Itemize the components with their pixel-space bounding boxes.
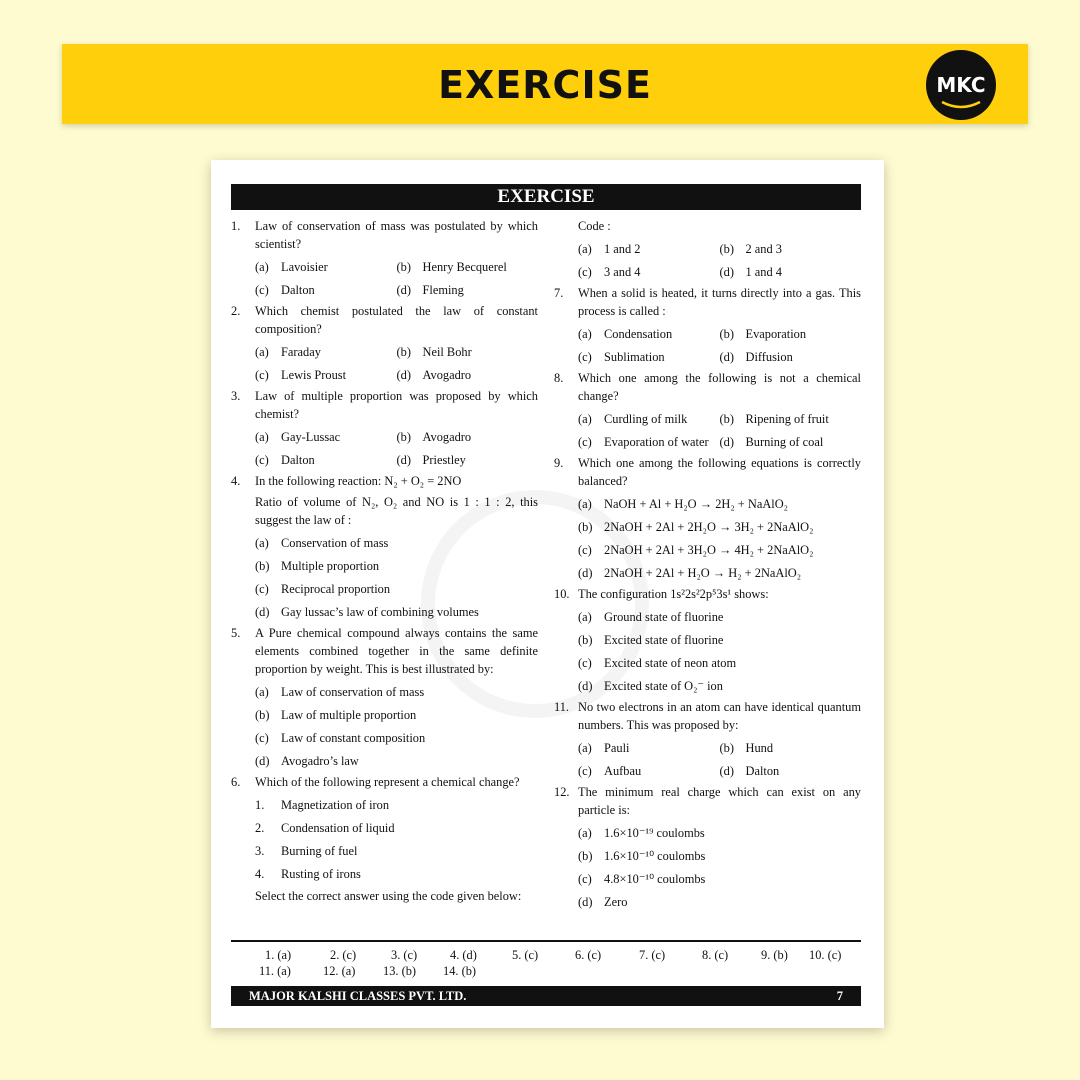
option: Neil Bohr xyxy=(422,345,472,359)
answer-item: 11. (a) xyxy=(259,964,291,978)
question-4-detail: Ratio of volume of N₂, O₂ and NO is 1 : 1 : 2, this suggest the law of : xyxy=(255,495,538,527)
list-item: Condensation of liquid xyxy=(281,821,395,835)
option: Excited state of neon atom xyxy=(604,656,737,670)
option: Dalton xyxy=(281,283,315,297)
option: Multiple proportion xyxy=(281,559,380,573)
question-10: 10. The configuration 1s²2s²2p⁵3s¹ shows: xyxy=(554,587,769,601)
list-item: Magnetization of iron xyxy=(281,798,390,812)
option: Reciprocal proportion xyxy=(281,582,391,596)
banner-title: EXERCISE xyxy=(438,63,652,107)
option: 2 and 3 xyxy=(745,242,782,256)
option: NaOH + Al + H₂O → 2H₂ + NaAlO₂ xyxy=(604,497,788,511)
option: Faraday xyxy=(281,345,321,359)
question-8: 8. Which one among the following is not a chemical change? xyxy=(554,371,861,403)
answer-item: 3. (c) xyxy=(391,948,418,962)
option: Excited state of fluorine xyxy=(604,633,724,647)
question-5: 5. A Pure chemical compound always contains the same elements combined together in the same definite proportion by weight. This is best illustrated by: xyxy=(231,626,538,676)
question-11: 11. No two electrons in an atom can have identical quantum numbers. This was proposed by: xyxy=(554,700,861,732)
answer-item: 8. (c) xyxy=(702,948,729,962)
option: Pauli xyxy=(604,741,630,755)
question-7: 7. When a solid is heated, it turns directly into a gas. This process is called : xyxy=(554,286,861,318)
answer-item: 14. (b) xyxy=(443,964,477,978)
equation: N₂ + O₂ = 2NO xyxy=(384,474,462,488)
logo-text: MKC xyxy=(936,73,986,97)
option: 4.8×10⁻¹⁰ coulombs xyxy=(604,872,706,886)
option: 2NaOH + 2Al + H₂O → H₂ + 2NaAlO₂ xyxy=(604,566,802,580)
question-12: 12. The minimum real charge which can exist on any particle is: xyxy=(554,785,861,817)
option: Conservation of mass xyxy=(281,536,389,550)
answer-item: 4. (d) xyxy=(450,948,477,962)
option: Curdling of milk xyxy=(604,412,688,426)
answer-item: 12. (a) xyxy=(323,964,356,978)
question-6-instruction: Select the correct answer using the code given below: xyxy=(255,889,522,903)
code-label: Code : xyxy=(578,219,611,233)
option: Excited state of O₂⁻ ion xyxy=(604,679,723,693)
option: Avogadro’s law xyxy=(281,754,359,768)
answer-item: 13. (b) xyxy=(383,964,417,978)
option: 3 and 4 xyxy=(604,265,641,279)
option: Law of conservation of mass xyxy=(281,685,425,699)
answer-item: 1. (a) xyxy=(265,948,292,962)
answer-item: 9. (b) xyxy=(761,948,788,962)
option: Dalton xyxy=(281,453,315,467)
right-column: Code : (a) 1 and 2 (b) 2 and 3 (c) 3 and 4 (d) 1 and 4 7. When a solid is heated, it turns directly into a gas. This process is called : (a) Condensation (b) Evaporation (c) Sublimation (d) Diffusion 8. Which one among the following is not a chemical change? (a) Curdling of milk (b) Ripening of fruit (c) Evaporation of water (d) Burning of coal 9. Which one among the following equations is correctly balanced? (a) NaOH + Al + H₂O → 2H₂ + NaAlO₂ (b) 2NaOH + 2Al + 2H₂O → 3H₂ + 2NaAlO₂ (c) 2NaOH + 2Al + 3H₂O → 4H₂ + 2NaAlO₂ (d) 2NaOH + 2Al + H₂O → H₂ + 2NaAlO₂ 10. The configuration 1s²2s²2p⁵3s¹ shows: (a) Ground state of fluorine (b) Excited state of fluorine (c) Excited state of neon atom (d) Excited state of O₂⁻ ion 11. No two electrons in an atom can have identical quantum numbers. This was proposed by: (a) Pauli (b) Hund (c) Aufbau (d) Dalton 12. The minimum real charge which can exist on any particle is: (a) 1.6×10⁻¹⁹ coulombs (b) 1.6×10⁻¹⁰ coulombs (c) 4.8×10⁻¹⁰ coulombs (d) Zero xyxy=(554,219,861,909)
option: 1 and 4 xyxy=(745,265,782,279)
option: Lewis Proust xyxy=(281,368,347,382)
option: Zero xyxy=(604,895,628,909)
option: Evaporation of water xyxy=(604,435,709,449)
answer-item: 7. (c) xyxy=(639,948,666,962)
option: Condensation xyxy=(604,327,673,341)
option: Lavoisier xyxy=(281,260,328,274)
option: Gay-Lussac xyxy=(281,430,341,444)
footer-company: MAJOR KALSHI CLASSES PVT. LTD. xyxy=(249,989,467,1003)
answer-item: 10. (c) xyxy=(809,948,842,962)
option: Avogadro xyxy=(422,430,472,444)
option: Aufbau xyxy=(604,764,642,778)
smile-arc-icon xyxy=(940,100,982,110)
option: Diffusion xyxy=(745,350,793,364)
option: Avogadro xyxy=(422,368,472,382)
question-9: 9. Which one among the following equations is correctly balanced? xyxy=(554,456,861,488)
mkc-logo xyxy=(926,50,996,120)
option: Evaporation xyxy=(745,327,807,341)
document-page xyxy=(211,160,884,1028)
page-heading: EXERCISE xyxy=(231,184,861,210)
option: Law of multiple proportion xyxy=(281,708,417,722)
option: 1.6×10⁻¹⁰ coulombs xyxy=(604,849,706,863)
page-number: 7 xyxy=(836,989,843,1003)
option: Ripening of fruit xyxy=(745,412,829,426)
list-item: Rusting of irons xyxy=(281,867,361,881)
answer-item: 5. (c) xyxy=(512,948,539,962)
option: Priestley xyxy=(422,453,466,467)
option: Law of constant composition xyxy=(281,731,426,745)
option: Dalton xyxy=(745,764,780,778)
answer-item: 2. (c) xyxy=(330,948,357,962)
left-column: 1. Law of conservation of mass was postulated by which scientist? (a) Lavoisier (b) Henry Becquerel (c) Dalton (d) Fleming 2. Which chemist postulated the law of constant composition? (a) Faraday (b) Neil Bohr (c) Lewis Proust (d) Avogadro 3. Law of multiple proportion was proposed by which chemist? (a) Gay-Lussac (b) Avogadro (c) Dalton (d) Priestley 4. In the following reaction: N₂ + O₂ = 2NO Ratio of volume of N₂, O₂ and NO is 1 : 1 : 2, this suggest the law of : (a) Conservation of mass (b) Multiple proportion (c) Reciprocal proportion (d) Gay lussac’s law of combining volumes 5. A Pure chemical compound always contains the same elements combined together in the same definite proportion by weight. This is best illustrated by: (a) Law of conservation of mass (b) Law of multiple proportion (c) Law of constant composition (d) Avogadro’s law 6. Which of the following represent a chemical change? 1. Magnetization of iron 2. Condensation of liquid 3. Burning of fuel 4. Rusting of irons Select the correct answer using the code given below: xyxy=(231,219,538,903)
option: Fleming xyxy=(422,283,464,297)
option: 1.6×10⁻¹⁹ coulombs xyxy=(604,826,705,840)
page-footer xyxy=(231,986,861,1006)
title-banner xyxy=(62,44,1028,124)
question-3: 3. Law of multiple proportion was proposed by which chemist? xyxy=(231,389,538,421)
option: Sublimation xyxy=(604,350,665,364)
option: Hund xyxy=(745,741,774,755)
option: Henry Becquerel xyxy=(422,260,507,274)
question-6: 6. Which of the following represent a chemical change? xyxy=(231,775,520,789)
option: 1 and 2 xyxy=(604,242,641,256)
option: Ground state of fluorine xyxy=(604,610,724,624)
option: Gay lussac’s law of combining volumes xyxy=(281,605,479,619)
answer-item: 6. (c) xyxy=(575,948,602,962)
answer-key-divider xyxy=(231,940,861,942)
question-4: 4. In the following reaction: N₂ + O₂ = 2NO xyxy=(231,474,462,488)
option: 2NaOH + 2Al + 2H₂O → 3H₂ + 2NaAlO₂ xyxy=(604,520,814,534)
question-1: 1. Law of conservation of mass was postulated by which scientist? xyxy=(231,219,538,251)
option: Burning of coal xyxy=(745,435,824,449)
question-2: 2. Which chemist postulated the law of constant composition? xyxy=(231,304,538,336)
option: 2NaOH + 2Al + 3H₂O → 4H₂ + 2NaAlO₂ xyxy=(604,543,814,557)
list-item: Burning of fuel xyxy=(281,844,358,858)
